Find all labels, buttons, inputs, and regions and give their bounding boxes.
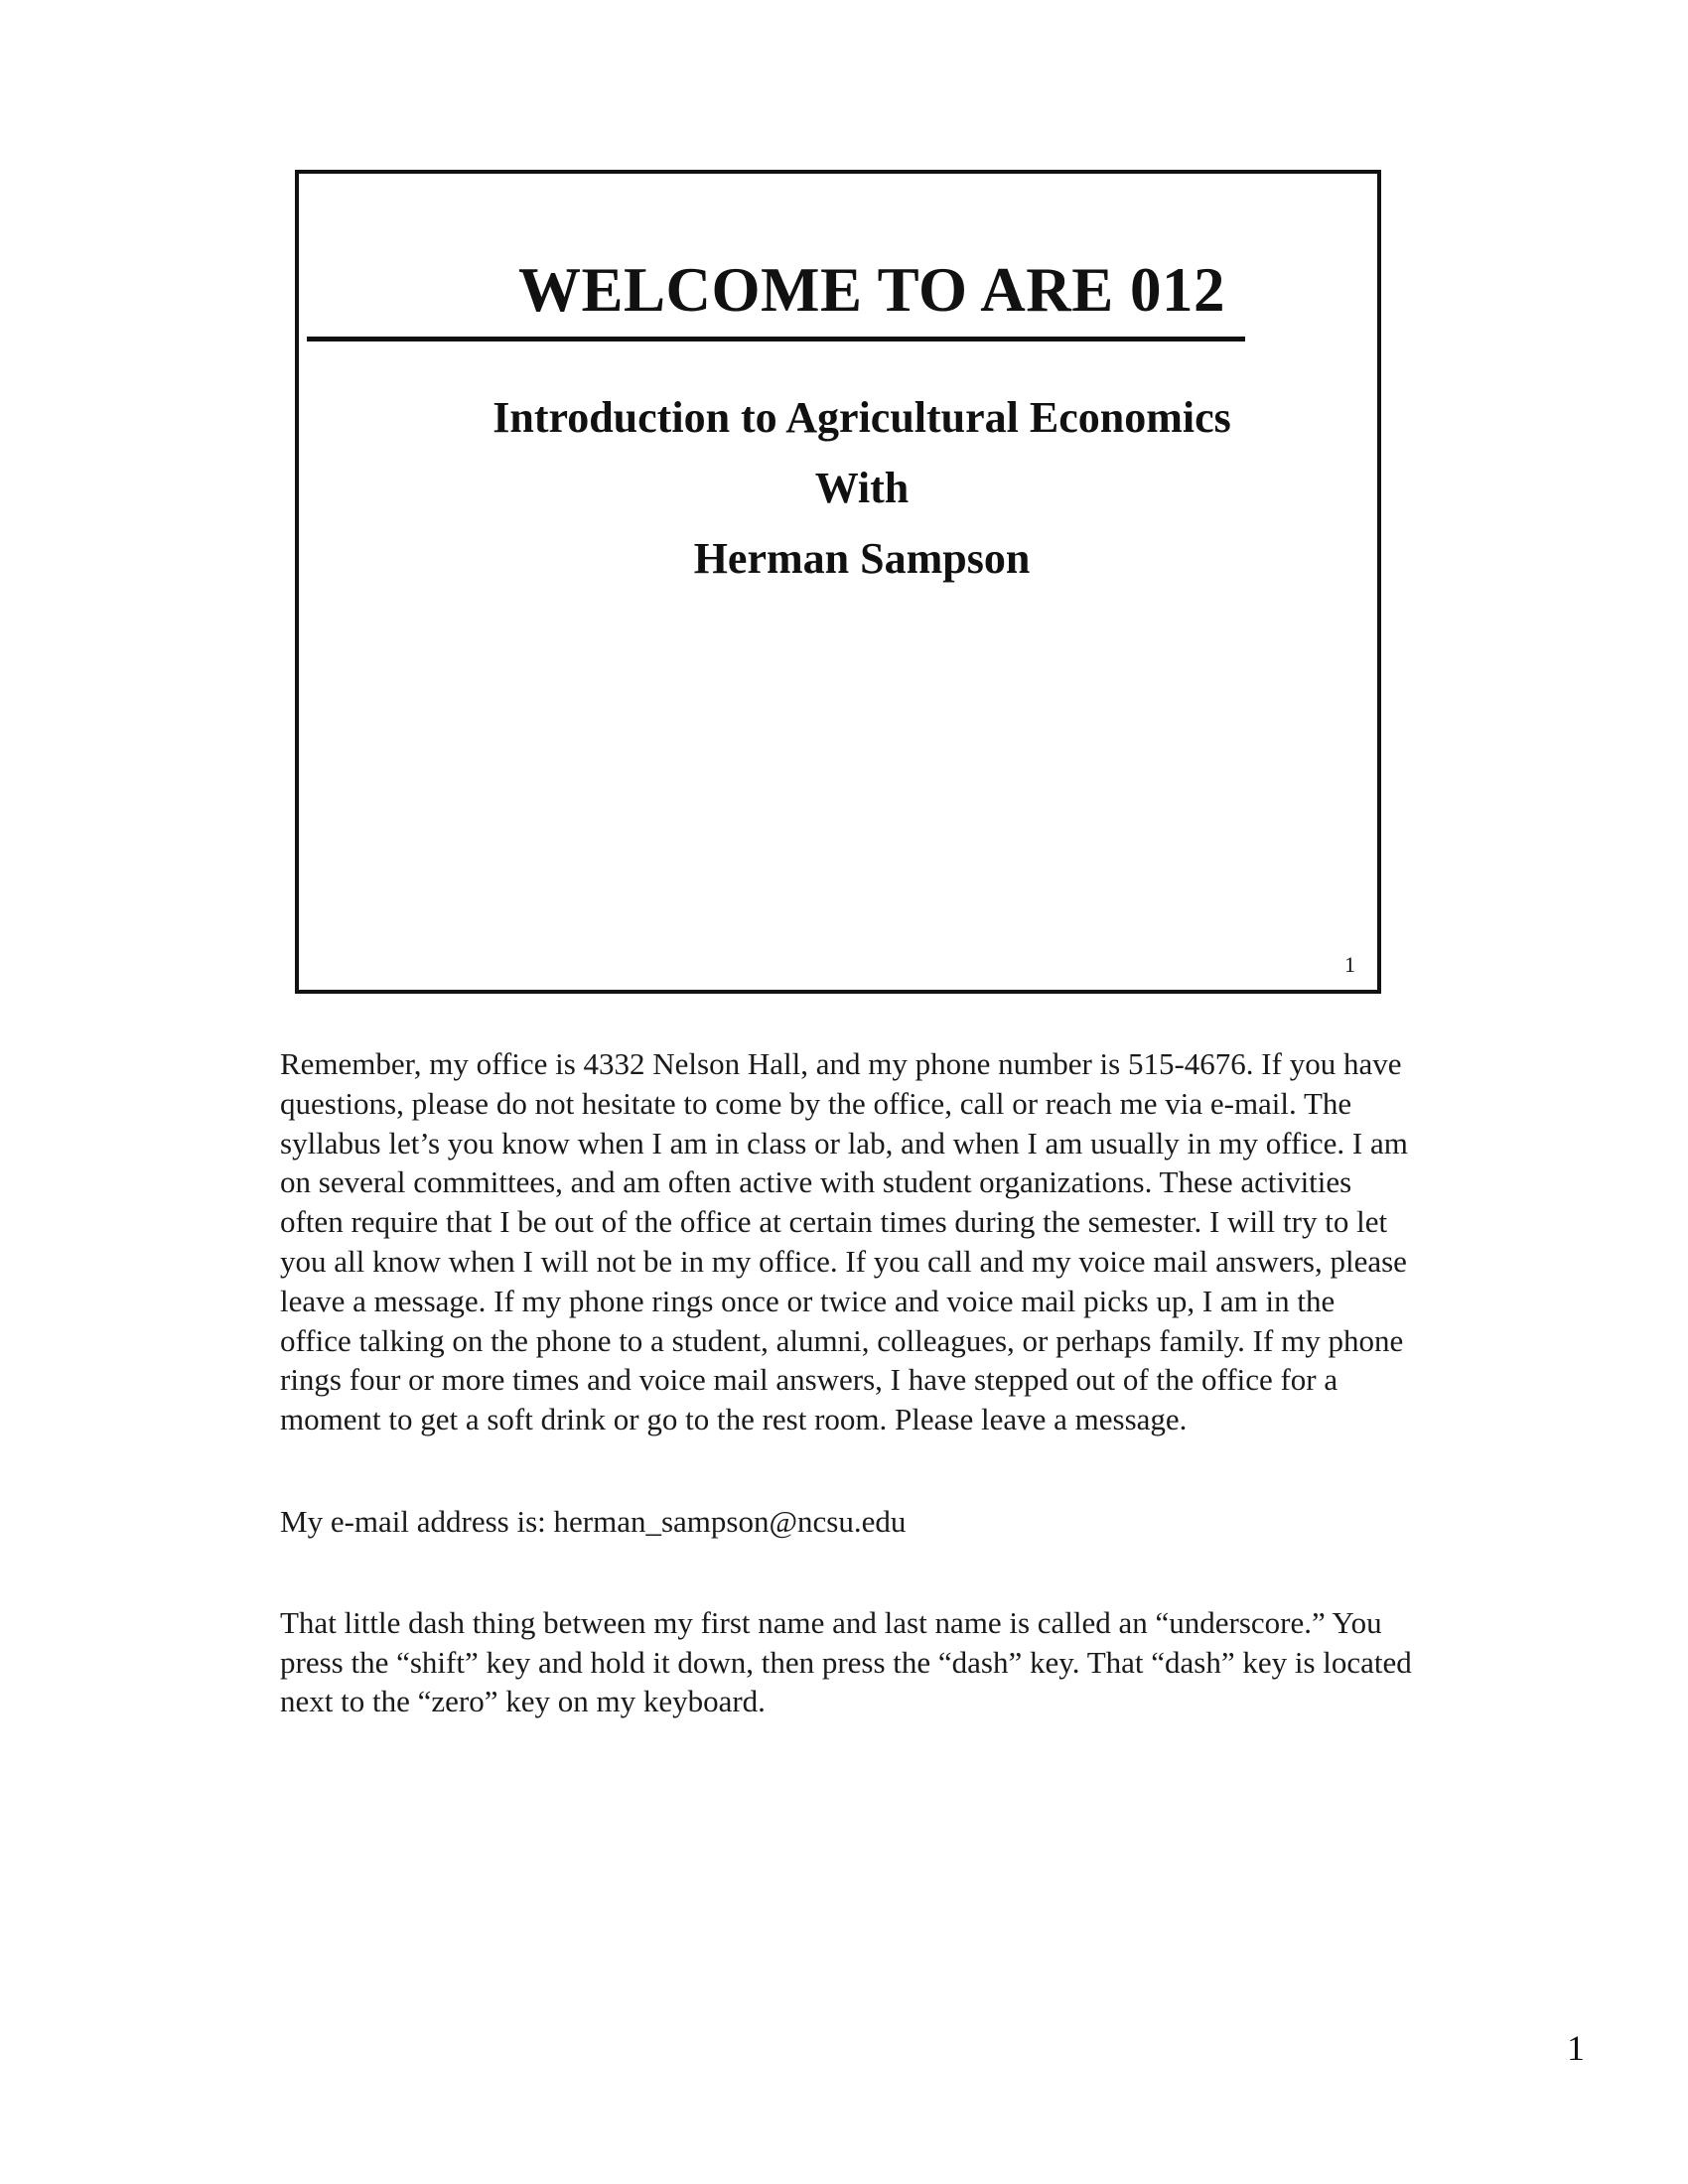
slide-number: 1 — [1344, 952, 1355, 977]
notes-paragraph-email: My e-mail address is: herman_sampson@ncsu.edu — [280, 1503, 907, 1539]
notes-paragraph-underscore: That little dash thing between my first name and last name is called an “underscore.” You press the “shift” key and hold it down, then press the “dash” key. That “dash” key is located next to the “zero” key on my keyboard. — [280, 1604, 1412, 1719]
notes-paragraph-office: Remember, my office is 4332 Nelson Hall, and my phone number is 515-4676. If you have questions, please do not hesitate to come by the office, call or reach me via e-mail. The syllabus let’s you know when I am in class or lab, and when I am usually in my office. I am on several committees, and am often active with student organizations. These activities often require that I be out of the office at certain times during the semester. I will try to let you all know when I will not be in my office. If you call and my voice mail answers, please leave a message. If my phone rings once or twice and voice mail picks up, I am in the office talking on the phone to a student, alumni, colleagues, or perhaps family. If my phone rings four or more times and voice mail answers, I have stepped out of the office for a moment to get a soft drink or go to the rest room. Please leave a message. — [280, 1046, 1408, 1437]
subtitle-with: With — [814, 464, 910, 512]
page-number: 1 — [1567, 2028, 1585, 2068]
speaker-notes — [280, 1044, 1412, 1721]
slide-frame — [295, 170, 1381, 994]
subtitle-course-name: Introduction to Agricultural Economics — [492, 393, 1231, 442]
subtitle-instructor: Herman Sampson — [693, 534, 1031, 583]
title-underline — [307, 337, 1245, 341]
slide-subtitle — [299, 382, 1385, 594]
slide-title: WELCOME TO ARE 012 — [517, 255, 1226, 325]
